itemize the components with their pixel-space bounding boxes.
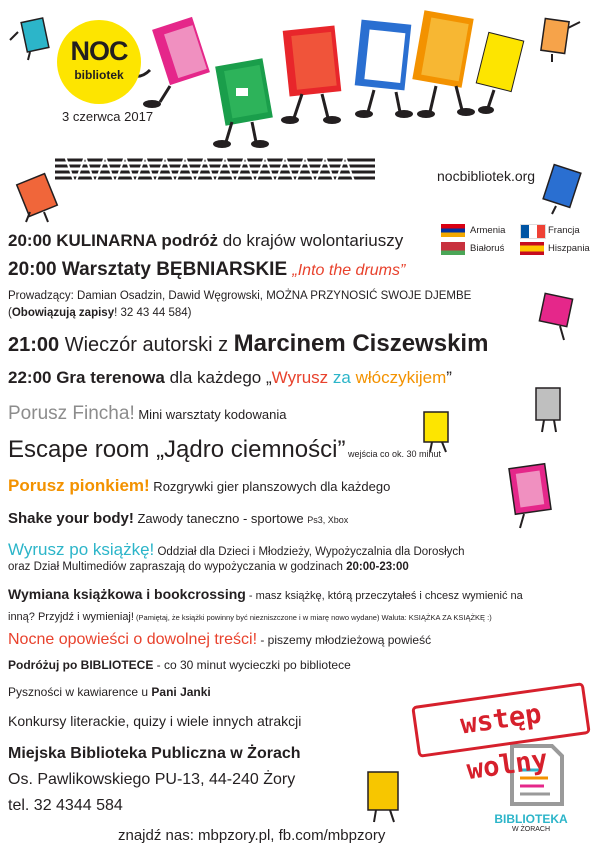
- warsztaty-signup-rest: ! 32 43 44 584): [114, 307, 192, 319]
- cyan-book-icon: [10, 18, 49, 60]
- wymiana-line1: - masz książkę, którą przeczytałeś i chcesz wymienić na: [245, 590, 523, 602]
- event-escape: [8, 436, 441, 464]
- event-ksiazka: [8, 540, 465, 560]
- shake-title: Shake your body!: [8, 510, 134, 527]
- spain-flag-icon: [520, 242, 544, 255]
- pink-book-icon: [130, 17, 210, 108]
- event-gra: [8, 368, 452, 388]
- warsztaty-hosts: Prowadzący: Damian Osadzin, Dawid Węgrowski, MOŻNA PRZYNOSIĆ SWOJE DJEMBE: [8, 290, 472, 302]
- contact-links[interactable]: znajdź nas: mbpzory.pl, fb.com/mbpzory: [118, 827, 386, 844]
- logo-noc-text: NOC: [70, 36, 128, 66]
- belarus-flag-icon: [441, 242, 465, 255]
- warsztaty-subtitle: „Into the drums”: [292, 262, 406, 279]
- gra-za: za: [328, 368, 356, 387]
- yellow-book-icon: [476, 32, 524, 114]
- event-pionkiem: [8, 476, 390, 496]
- warsztaty-signup-bold: Obowiązują zapisy: [11, 307, 115, 319]
- wieczor-name: Marcinem Ciszewskim: [233, 330, 489, 357]
- library-logo-title: BIBLIOTEKA: [494, 812, 568, 826]
- pysznosci-text: Pyszności w kawiarence u: [8, 685, 152, 699]
- ksiazka-hours: 20:00-23:00: [346, 561, 409, 573]
- event-wymiana: [8, 586, 523, 604]
- spain-label: Hiszpania: [548, 243, 590, 254]
- logo-bibliotek-text: bibliotek: [74, 68, 124, 82]
- fincha-text: Mini warsztaty kodowania: [134, 407, 287, 422]
- pionkiem-text: Rozgrywki gier planszowych dla każdego: [149, 479, 391, 494]
- orange-small-book-icon: [17, 174, 58, 222]
- event-warsztaty: [8, 259, 405, 281]
- event-date: 3 czerwca 2017: [62, 109, 154, 124]
- scribble-banner: [55, 150, 375, 190]
- france-label: Francja: [548, 225, 580, 236]
- kulinarna-text: do krajów wolontariuszy: [218, 231, 404, 250]
- ksiazka-line1: Oddział dla Dzieci i Młodzieży, Wypożyczalnia dla Dorosłych: [154, 546, 465, 558]
- kulinarna-time: 20:00: [8, 231, 52, 250]
- pionkiem-title: Porusz pionkiem!: [8, 476, 150, 495]
- wieczor-time: 21:00: [8, 334, 60, 356]
- gra-wloczykij: włóczykijem: [355, 368, 447, 387]
- website-link[interactable]: nocbibliotek.org: [437, 168, 536, 184]
- wymiana-line2: inną? Przyjdź i wymieniaj!: [8, 611, 134, 623]
- wymiana-title: Wymiana książkowa i bookcrossing: [8, 586, 246, 602]
- escape-note: wejścia co ok. 30 minut: [345, 449, 441, 459]
- event-konkursy: Konkursy literackie, quizy i wiele innych atrakcji: [8, 713, 302, 729]
- nocne-title: Nocne opowieści o dowolnej treści!: [8, 631, 258, 648]
- event-shake: [8, 510, 348, 528]
- contact-address: Os. Pawlikowskiego PU-13, 44-240 Żory: [8, 771, 296, 788]
- event-pysznosci: [8, 685, 211, 699]
- escape-title: Escape room „Jądro ciemności”: [8, 436, 346, 463]
- pink-large-book-icon: [509, 464, 551, 528]
- wymiana-line2-row: [8, 607, 492, 625]
- blue-small-book-icon: [543, 165, 581, 214]
- grey-small-book-icon: [536, 388, 560, 432]
- armenia-flag-icon: [441, 224, 465, 237]
- contact-phone: tel. 32 4344 584: [8, 797, 123, 814]
- ksiazka-line2: oraz Dział Multimediów zapraszają do wypożyczania w godzinach: [8, 561, 347, 573]
- warsztaty-signup-open: (: [8, 307, 12, 319]
- event-kulinarna: [8, 231, 403, 251]
- gra-title: Gra terenowa: [51, 368, 165, 387]
- red-book-icon: [281, 25, 341, 124]
- france-flag-icon: [520, 224, 546, 239]
- gra-quote-close: ”: [446, 368, 452, 387]
- wieczor-text: Wieczór autorski z: [59, 334, 234, 356]
- belarus-label: Białoruś: [470, 243, 505, 254]
- library-logo-subtitle: W ŻORACH: [511, 826, 551, 833]
- warsztaty-title: Warsztaty BĘBNIARSKIE: [56, 259, 288, 280]
- gra-quote-open: „: [266, 368, 272, 387]
- gra-time: 22:00: [8, 368, 52, 387]
- event-fincha: [8, 403, 286, 425]
- green-book-icon: [213, 58, 273, 148]
- magenta-small-book-icon: [539, 293, 572, 340]
- armenia-label: Armenia: [470, 225, 506, 236]
- warsztaty-signup: [8, 307, 191, 319]
- ksiazka-title: Wyrusz po książkę!: [8, 540, 155, 559]
- contact-name: Miejska Biblioteka Publiczna w Żorach: [8, 745, 301, 762]
- gra-text: dla każdego: [164, 368, 266, 387]
- event-wieczor: [8, 330, 488, 358]
- gra-wyrusz: Wyrusz: [271, 368, 329, 387]
- event-podroz: [8, 658, 351, 672]
- yellow-bottom-book-icon: [368, 772, 398, 822]
- nocne-text: - piszemy młodzieżową powieść: [257, 633, 432, 647]
- podroz-title: Podróżuj po BIBLIOTECE: [8, 658, 154, 672]
- warsztaty-time: 20:00: [8, 259, 57, 280]
- ksiazka-line2-row: [8, 561, 409, 573]
- podroz-text: - co 30 minut wycieczki po bibliotece: [153, 658, 351, 672]
- wymiana-note: (Pamiętaj, że książki powinny być niezniszczone i w miarę nowo wydane) Waluta: KSIĄŻKA ZA KSIĄŻKĘ :): [133, 613, 492, 622]
- event-nocne: [8, 631, 431, 649]
- shake-extra: Ps3, Xbox: [307, 515, 349, 525]
- orange-walking-book-icon: [412, 10, 475, 118]
- blue-book-icon: [355, 20, 413, 118]
- free-entry-stamp: wstęp wolny: [411, 682, 591, 758]
- shake-text: Zawody taneczno - sportowe: [133, 511, 308, 526]
- orange-book-icon: [541, 18, 580, 62]
- fincha-title: Porusz Fincha!: [8, 403, 135, 424]
- kulinarna-title: KULINARNA podróż: [56, 231, 219, 250]
- pysznosci-name: Pani Janki: [151, 685, 211, 699]
